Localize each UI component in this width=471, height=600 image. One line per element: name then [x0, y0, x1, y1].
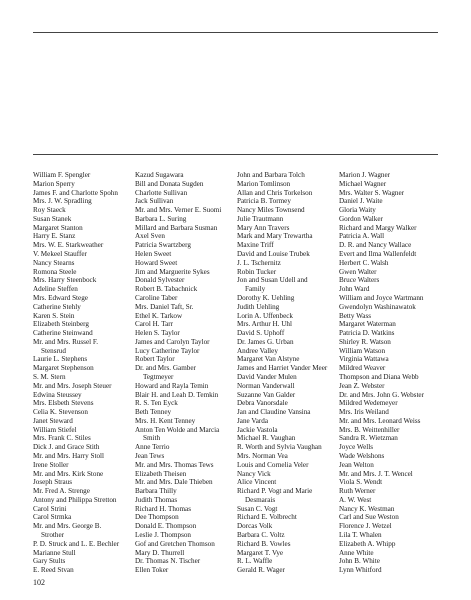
- name-entry: Lila T. Whalen: [339, 531, 382, 540]
- name-entry: Catherine Steinwand: [33, 329, 93, 338]
- name-entry: Susan C. Vogt: [237, 504, 278, 513]
- name-entry: Mrs. Iris Weiland: [339, 408, 389, 417]
- name-entry: Gerald R. Wager: [237, 566, 285, 575]
- name-entry: R. Worth and Sylvia Vaughan: [237, 443, 322, 452]
- name-entry: Carl and Sue Weston: [339, 513, 399, 522]
- name-entry: Mr. and Mrs. J. T. Wencel: [339, 469, 413, 478]
- name-entry: Blair H. and Leah D. Temkin: [135, 390, 219, 399]
- name-entry: Richard and Margy Walker: [339, 223, 417, 232]
- top-rule: [33, 32, 438, 33]
- name-entry: S. M. Stern: [33, 372, 66, 381]
- name-entry: Jane Varda: [237, 416, 268, 425]
- name-entry: Richard P. Vogt and Marie: [237, 487, 313, 496]
- name-entry: Barbara L. Suring: [135, 214, 187, 223]
- name-entry: Mrs. B. Weittenhiller: [339, 425, 400, 434]
- name-entry: Celia K. Stevenson: [33, 408, 88, 417]
- name-entry: John Ward: [339, 285, 370, 294]
- name-entry: Sandra R. Wietzman: [339, 434, 398, 443]
- name-entry: Richard H. Thomas: [135, 504, 191, 513]
- name-entry: Jan and Claudine Vansina: [237, 408, 311, 417]
- name-entry: Mrs. J. W. Spradling: [33, 197, 92, 206]
- name-entry: Donald Sylvester: [135, 276, 185, 285]
- name-entry: William and Joyce Wartmann: [339, 293, 424, 302]
- name-entry: Mr. and Mrs. George B.: [33, 522, 102, 531]
- name-entry: Elizabeth A. Whipp: [339, 539, 396, 548]
- name-entry: Lorin A. Uffenbeck: [237, 311, 293, 320]
- name-entry: Mr. and Mrs. Thomas Tews: [135, 460, 214, 469]
- name-entry: Ellen Toker: [135, 566, 169, 575]
- name-column-4: [339, 171, 441, 575]
- name-entry: Catherine Stehly: [33, 302, 81, 311]
- name-entry: Gloria Waity: [339, 206, 376, 215]
- name-entry: Louis and Cornelia Veler: [237, 460, 309, 469]
- name-entry: Daniel J. Waite: [339, 197, 383, 206]
- name-entry: Mrs. Harry Steenbock: [33, 276, 97, 285]
- name-entry: Susan Stanek: [33, 214, 72, 223]
- name-entry: Gordon Walker: [339, 214, 383, 223]
- name-entry: Barbara C. Voltz: [237, 531, 285, 540]
- name-entry: Margaret Stanton: [33, 223, 83, 232]
- name-entry: William Stiefel: [33, 425, 77, 434]
- name-entry: James and Harriet Vander Meer: [237, 364, 328, 373]
- name-entry: Michael Wagner: [339, 179, 387, 188]
- name-entry: Mr. and Mrs. Dale Thieben: [135, 478, 213, 487]
- name-entry: Leslie J. Thompson: [135, 531, 191, 540]
- name-entry: Jackie Vastola: [237, 425, 278, 434]
- name-entry: Howard and Rayla Temin: [135, 381, 209, 390]
- name-entry: Robert Taylor: [135, 355, 175, 364]
- name-entry: Joyce Wells: [339, 443, 373, 452]
- section-rule: [33, 154, 438, 155]
- name-entry: Family: [245, 285, 266, 294]
- name-entry: Janet Steward: [33, 416, 73, 425]
- name-entry: Mr. and Mrs. Joseph Steuer: [33, 381, 112, 390]
- name-entry: Debra Vanorsdale: [237, 399, 288, 408]
- name-entry: Elizabeth Steinberg: [33, 320, 89, 329]
- name-entry: John B. White: [339, 557, 380, 566]
- name-entry: James F. and Charlotte Spohn: [33, 188, 118, 197]
- name-entry: Anton Ten Wolde and Marcia: [135, 425, 220, 434]
- name-entry: Mary D. Thurrell: [135, 548, 185, 557]
- name-entry: Gof and Gretchen Thomson: [135, 539, 215, 548]
- name-entry: Richard E. Volbrecht: [237, 513, 297, 522]
- name-entry: Caroline Taber: [135, 293, 178, 302]
- name-entry: Nancy Vick: [237, 469, 271, 478]
- name-entry: Dee Thompson: [135, 513, 179, 522]
- name-entry: Margaret Stephenson: [33, 364, 94, 373]
- name-column-3: [237, 171, 339, 575]
- name-entry: Jean Z. Webster: [339, 381, 385, 390]
- name-entry: Marianne Stull: [33, 548, 76, 557]
- name-entry: R. S. Ten Eyck: [135, 399, 178, 408]
- name-entry: Andree Valley: [237, 346, 278, 355]
- name-entry: Dr. Thomas N. Tischer: [135, 557, 201, 566]
- name-entry: Lucy Catherine Taylor: [135, 346, 200, 355]
- name-column-2: [135, 171, 237, 575]
- name-entry: Richard B. Vowles: [237, 539, 291, 548]
- name-entry: Dr. and Mrs. Gamber: [135, 364, 196, 373]
- name-entry: Kazud Sugawara: [135, 171, 184, 179]
- name-entry: Jim and Marguerite Sykes: [135, 267, 210, 276]
- name-entry: Mr. Fred A. Strenge: [33, 487, 90, 496]
- name-entry: Mrs. W. E. Starkweather: [33, 241, 104, 250]
- name-entry: Mr. and Mrs. Kirk Stone: [33, 469, 104, 478]
- name-entry: David S. Uphoff: [237, 329, 285, 338]
- name-entry: Margaret Van Alstyne: [237, 355, 300, 364]
- name-entry: Tegtmeyer: [143, 372, 174, 381]
- donor-name-list: [33, 171, 443, 575]
- name-entry: Carol Strmka: [33, 513, 72, 522]
- name-entry: Norman Vanderwall: [237, 381, 295, 390]
- name-entry: Patricia B. Tormey: [237, 197, 291, 206]
- name-entry: Barbara Thilly: [135, 487, 177, 496]
- name-entry: Charlotte Sullivan: [135, 188, 188, 197]
- name-entry: Patricia A. Wall: [339, 232, 385, 241]
- name-entry: Jon and Susan Udell and: [237, 276, 308, 285]
- name-entry: Judith Uehling: [237, 302, 280, 311]
- name-entry: Carol H. Tarr: [135, 320, 174, 329]
- name-entry: Bruce Walters: [339, 276, 380, 285]
- name-entry: Mildred Weaver: [339, 364, 386, 373]
- name-entry: P. D. Struck and L. E. Bechler: [33, 539, 120, 548]
- name-entry: R. L. Waffle: [237, 557, 273, 566]
- name-entry: Karen S. Stein: [33, 311, 75, 320]
- name-entry: Wade Welshons: [339, 452, 385, 460]
- name-entry: Evert and Ilma Wallenfeldt: [339, 250, 417, 259]
- name-entry: Mrs. Norman Vea: [237, 452, 288, 460]
- name-entry: Bill and Donata Sugden: [135, 179, 204, 188]
- name-entry: William F. Spengler: [33, 171, 91, 179]
- name-entry: E. Reed Stvan: [33, 566, 74, 575]
- name-entry: Shirley R. Watson: [339, 337, 391, 346]
- name-entry: Adeline Steffen: [33, 285, 78, 294]
- name-entry: Viola S. Wendt: [339, 478, 383, 487]
- name-entry: Nancy Miles Townsend: [237, 206, 305, 215]
- name-entry: Axel Sven: [135, 232, 165, 241]
- name-entry: Dick J. and Grace Stith: [33, 443, 100, 452]
- page-number: 102: [33, 578, 45, 587]
- name-entry: Herbert C. Walsh: [339, 258, 389, 267]
- name-entry: Mrs. Frank C. Stiles: [33, 434, 91, 443]
- name-entry: Romona Steele: [33, 267, 77, 276]
- name-entry: D. R. and Nancy Wallace: [339, 241, 412, 250]
- name-entry: Thompson and Diana Webb: [339, 372, 419, 381]
- name-entry: V. Mekeel Stauffer: [33, 250, 87, 259]
- name-entry: John and Barbara Tolch: [237, 171, 305, 179]
- name-entry: Maxine Triff: [237, 241, 274, 250]
- name-entry: Allan and Chris Torkelson: [237, 188, 313, 197]
- name-entry: Mrs. Edward Stege: [33, 293, 88, 302]
- name-entry: Desmarais: [245, 495, 276, 504]
- name-entry: Nancy Stearns: [33, 258, 75, 267]
- name-entry: Gary Stults: [33, 557, 66, 566]
- name-entry: Mark and Mary Trewartha: [237, 232, 313, 241]
- name-entry: Dorcas Volk: [237, 522, 273, 531]
- name-entry: Strother: [41, 531, 65, 540]
- name-entry: Nancy K. Westman: [339, 504, 395, 513]
- name-entry: Julie Trautmann: [237, 214, 284, 223]
- name-entry: Irene Stoller: [33, 460, 69, 469]
- name-entry: Marion Tomlinson: [237, 179, 291, 188]
- name-entry: Helen S. Taylor: [135, 329, 180, 338]
- name-entry: Laurie L. Stephens: [33, 355, 88, 364]
- name-entry: Howard Sweet: [135, 258, 178, 267]
- name-entry: Anne Terrio: [135, 443, 170, 452]
- name-entry: Smith: [143, 434, 161, 443]
- name-entry: Lynn Whitford: [339, 566, 382, 575]
- name-entry: Marion Sperry: [33, 179, 75, 188]
- name-entry: William Watson: [339, 346, 386, 355]
- name-entry: Mr. and Mrs. Leonard Weiss: [339, 416, 421, 425]
- name-entry: Mrs. Arthur H. Uhl: [237, 320, 292, 329]
- name-entry: Carol Strini: [33, 504, 67, 513]
- name-entry: Jean Welton: [339, 460, 374, 469]
- name-entry: Betty Wass: [339, 311, 372, 320]
- name-entry: Florence J. Wetzel: [339, 522, 392, 531]
- name-entry: Roy Staeck: [33, 206, 66, 215]
- name-entry: James and Carolyn Taylor: [135, 337, 210, 346]
- name-entry: David and Louise Trubek: [237, 250, 310, 259]
- name-entry: Jean Tews: [135, 452, 165, 460]
- name-entry: Mrs. Elsbeth Stevens: [33, 399, 94, 408]
- name-entry: Mary Ann Travers: [237, 223, 290, 232]
- name-entry: Robin Tucker: [237, 267, 277, 276]
- name-entry: Patricia D. Watkins: [339, 329, 395, 338]
- name-entry: Margaret T. Vye: [237, 548, 284, 557]
- name-entry: Gwen Walter: [339, 267, 377, 276]
- name-entry: J. L. Tschernitz: [237, 258, 281, 267]
- name-entry: Gwendolyn Washinawatok: [339, 302, 416, 311]
- name-entry: Mr. and Mrs. Russel F.: [33, 337, 99, 346]
- name-entry: Dr. and Mrs. John G. Webster: [339, 390, 424, 399]
- name-entry: Donald E. Thompson: [135, 522, 197, 531]
- name-entry: Anne White: [339, 548, 374, 557]
- name-entry: Dorothy K. Uehling: [237, 293, 295, 302]
- name-entry: Margaret Waterman: [339, 320, 396, 329]
- name-entry: Mrs. Walter S. Wagner: [339, 188, 405, 197]
- name-entry: Mrs. H. Kent Tenney: [135, 416, 196, 425]
- name-entry: Patricia Swartzberg: [135, 241, 191, 250]
- name-entry: Beth Tenney: [135, 408, 172, 417]
- name-entry: Mr. and Mrs. Verner E. Suomi: [135, 206, 222, 215]
- name-entry: David Vander Mulen: [237, 372, 297, 381]
- name-entry: Helen Sweet: [135, 250, 172, 259]
- name-entry: Antony and Philippa Stretton: [33, 495, 117, 504]
- name-entry: Stensrud: [41, 346, 66, 355]
- name-entry: Suzanne Van Galder: [237, 390, 296, 399]
- name-entry: Mrs. Daniel Taft, Sr.: [135, 302, 194, 311]
- name-entry: Ruth Werner: [339, 487, 376, 496]
- name-entry: A. W. West: [339, 495, 372, 504]
- name-entry: Marion J. Wagner: [339, 171, 391, 179]
- name-entry: Joseph Straus: [33, 478, 73, 487]
- name-entry: Edwina Steussey: [33, 390, 82, 399]
- name-entry: Virginia Wattawa: [339, 355, 389, 364]
- name-entry: Michael R. Vaughan: [237, 434, 296, 443]
- name-entry: Judith Thomas: [135, 495, 178, 504]
- name-entry: Dr. James G. Urban: [237, 337, 294, 346]
- name-entry: Jack Sullivan: [135, 197, 174, 206]
- name-column-1: [33, 171, 135, 575]
- name-entry: Elizabeth Theisen: [135, 469, 187, 478]
- name-entry: Robert B. Tabachnick: [135, 285, 198, 294]
- name-entry: Mr. and Mrs. Harry Stoll: [33, 452, 105, 460]
- name-entry: Mildred Wedemeyer: [339, 399, 398, 408]
- name-entry: Millard and Barbara Susman: [135, 223, 218, 232]
- name-entry: Alice Vincent: [237, 478, 277, 487]
- name-entry: Ethel K. Tarkow: [135, 311, 183, 320]
- name-entry: Harry E. Stanz: [33, 232, 76, 241]
